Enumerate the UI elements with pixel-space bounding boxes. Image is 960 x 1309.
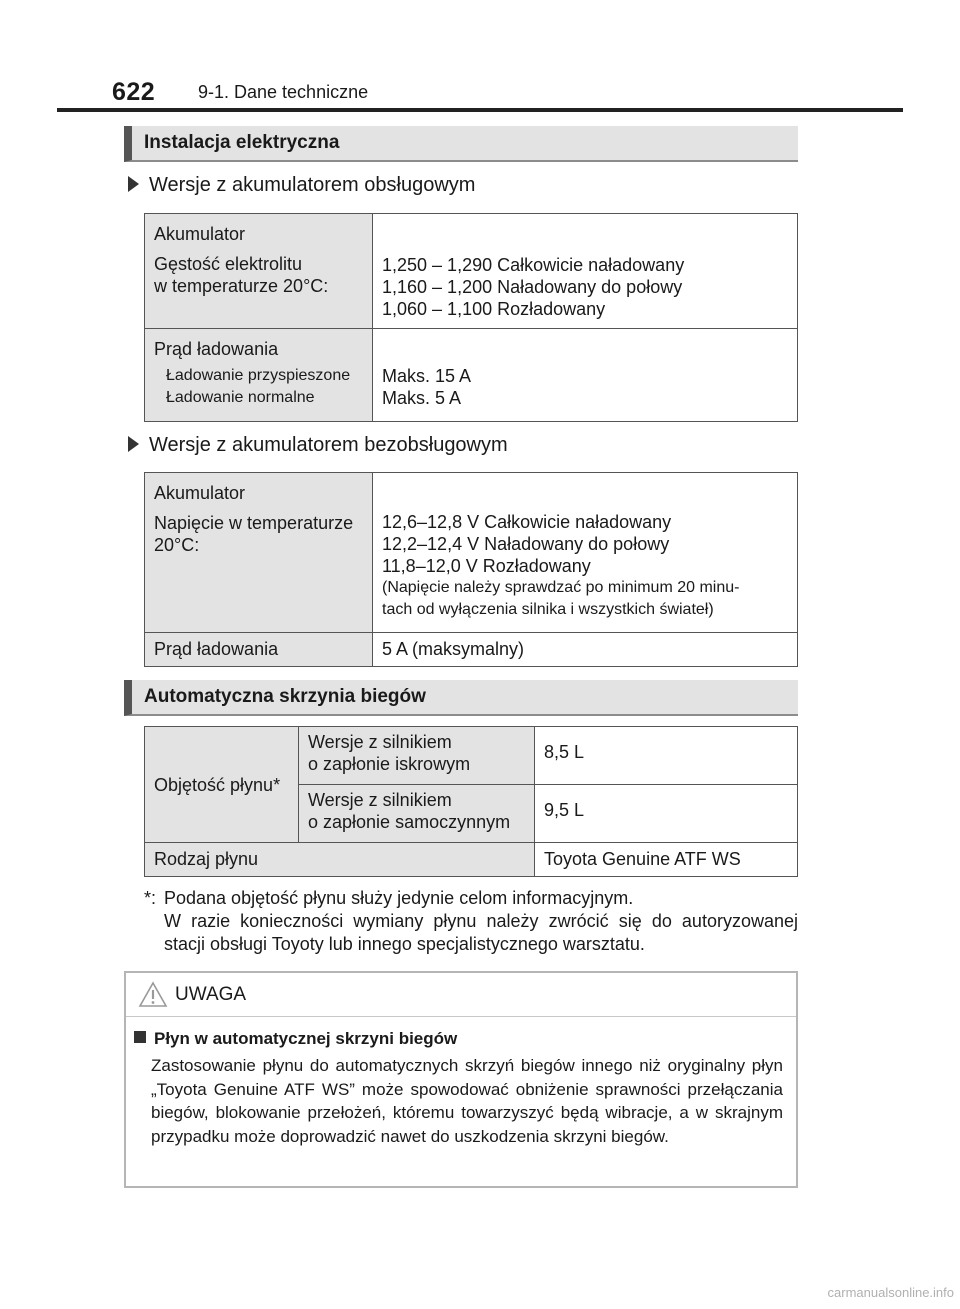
footnote-text: Podana objętość płynu służy jedynie celom informacyjnym. — [164, 888, 634, 908]
label-cell: Akumulator Napięcie w temperaturze 20°C: — [154, 483, 354, 555]
variant-value-cell: 8,5 L — [544, 742, 585, 762]
footnote-text: W razie konieczności wymiany płynu należy zwrócić się do autoryzowanej stacji obsługi Toyoty lub innego specjalistycznego warsztatu. — [164, 911, 798, 954]
variant-value-cell: 9,5 L — [544, 800, 585, 820]
warning-subtitle: Płyn w automatycznej skrzyni biegów — [134, 1028, 457, 1050]
subheading-text: Wersje z akumulatorem bezobsługowym — [149, 434, 508, 456]
table-row — [145, 843, 798, 877]
chapter-title: 9-1. Dane techniczne — [198, 82, 369, 102]
variant-label-cell: Wersje z silnikiem o zapłonie samoczynnym — [308, 790, 511, 832]
footnote-mark: *: — [144, 888, 157, 908]
fluid-volume-label: Objętość płynu* — [154, 775, 281, 795]
fluid-type-value: Toyota Genuine ATF WS — [544, 849, 741, 869]
warning-body: Zastosowanie płynu do automatycznych skrzyń biegów innego niż oryginalny płyn „Toyota Genuine ATF WS” może spowodować obniżenie sprawności przełączania biegów, blokowanie przełożeń, któremu towarzyszyć będą wibracje, a w skrajnym przypadku może doprowadzić nawet do uszkodzenia skrzyni biegów. — [151, 1056, 783, 1146]
value-cell: 1,250 – 1,290 Całkowicie naładowany 1,160 – 1,200 Naładowany do połowy 1,060 – 1,100 Rozładowany — [382, 255, 685, 319]
subheading-serviceable-battery — [128, 172, 475, 198]
label-cell: Prąd ładowania Ładowanie przyspieszone Ładowanie normalne — [154, 339, 351, 406]
value-cell: Maks. 15 A Maks. 5 A — [382, 366, 472, 408]
table-row — [145, 214, 798, 329]
table-row — [145, 633, 798, 667]
watermark: carmanualsonline.info — [827, 1285, 954, 1300]
warning-header — [126, 973, 796, 1017]
value-cell: 12,6–12,8 V Całkowicie naładowany 12,2–12,4 V Naładowany do połowy 11,8–12,0 V Rozładowany (Napięcie należy sprawdzać po minimum 20 minu- tach od wyłączenia silnika i wszystkich świateł) — [382, 512, 740, 618]
triangle-bullet-icon — [128, 176, 139, 192]
header-rule — [57, 108, 903, 112]
warning-box — [124, 971, 798, 1188]
square-bullet-icon — [134, 1031, 146, 1043]
section-heading-electrical: Instalacja elektryczna — [124, 126, 798, 162]
value-cell: 5 A (maksymalny) — [382, 639, 525, 659]
table-row — [145, 727, 798, 785]
footnote — [144, 887, 798, 956]
serviceable-battery-table — [144, 213, 798, 422]
table-row — [145, 329, 798, 422]
label-cell: Akumulator Gęstość elektrolitu w temperaturze 20°C: — [154, 224, 329, 296]
page-number: 622 — [112, 78, 156, 106]
variant-label-cell: Wersje z silnikiem o zapłonie iskrowym — [308, 732, 471, 774]
fluid-type-label: Rodzaj płynu — [154, 849, 259, 869]
warning-triangle-icon — [138, 981, 168, 1008]
subheading-maintenance-free-battery — [128, 432, 508, 458]
subheading-text: Wersje z akumulatorem obsługowym — [149, 174, 476, 196]
section-heading-transmission: Automatyczna skrzynia biegów — [124, 680, 798, 716]
warning-title: UWAGA — [175, 984, 247, 1005]
label-cell: Prąd ładowania — [154, 639, 279, 659]
maintenance-free-battery-table — [144, 472, 798, 667]
table-row — [145, 473, 798, 633]
transmission-table — [144, 726, 798, 877]
triangle-bullet-icon — [128, 436, 139, 452]
